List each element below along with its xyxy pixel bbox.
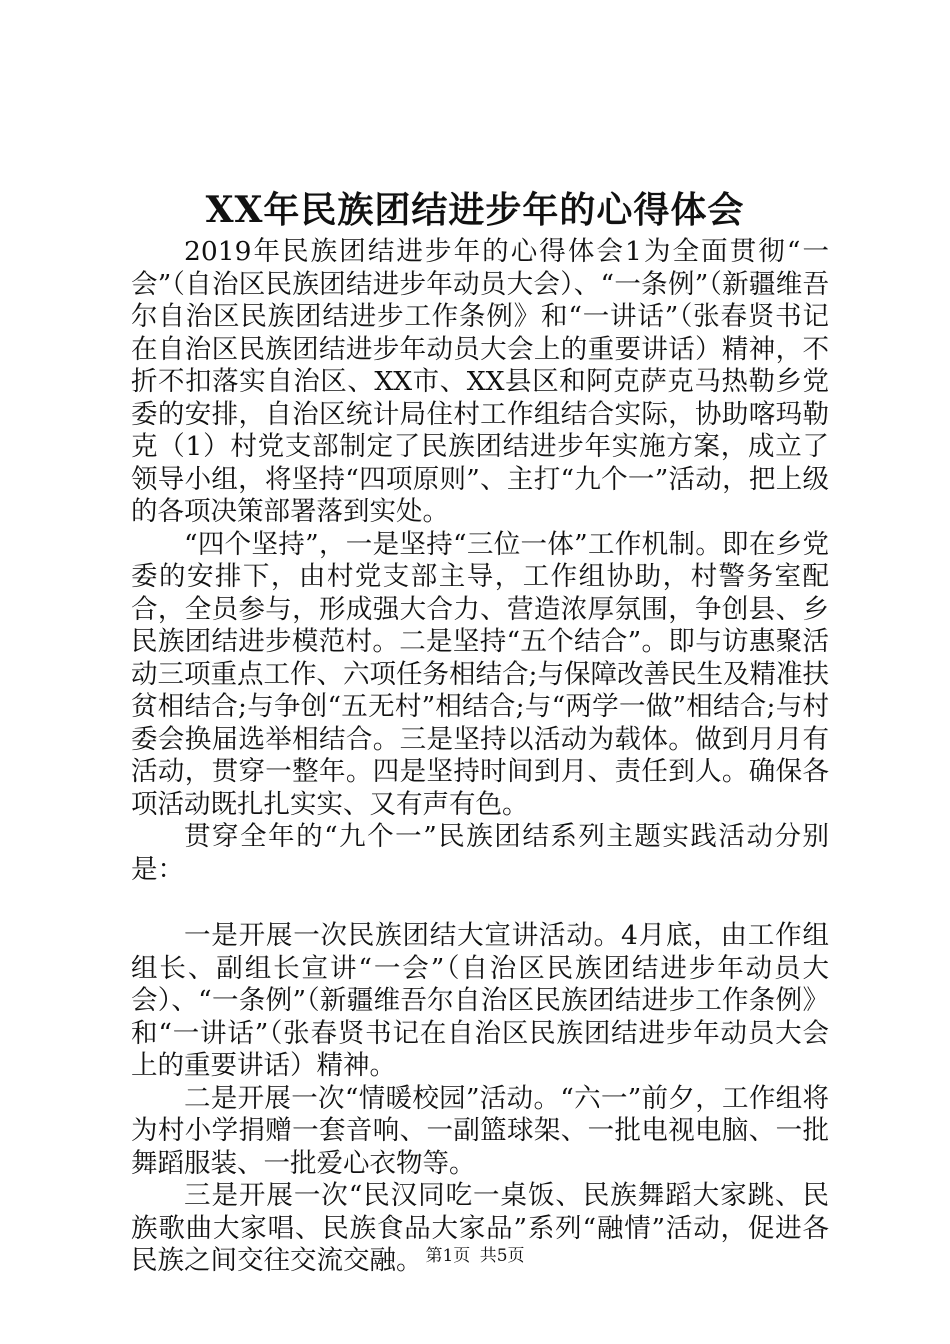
paragraph-activity-one: 一是开展一次民族团结大宣讲活动。4月底，由工作组组长、副组长宣讲“一会”（自治区民族团结进步年动员大会）、“一条例”（新疆维吾尔自治区民族团结进步工作条例》和“一讲话”（张春贤书记在自治区民族团结进步年动员大会上的重要讲话）精神。 (131, 920, 829, 1081)
page-footer (0, 1244, 950, 1268)
paragraph-nine-activities-lead: 贯穿全年的“九个一”民族团结系列主题实践活动分别是： (131, 821, 829, 885)
page-number-current: 第1页 (425, 1246, 471, 1266)
page-number-total: 共5页 (479, 1246, 525, 1266)
paragraph-four-persistences: “四个坚持”，一是坚持“三位一体”工作机制。即在乡党委的安排下，由村党支部主导，工作组协助，村警务室配合，全员参与，形成强大合力、营造浓厚氛围，争创县、乡民族团结进步模范村。二是坚持“五个结合”。即与访惠聚活动三项重点工作、六项任务相结合;与保障改善民生及精准扶贫相结合;与争创“五无村”相结合;与“两学一做”相结合;与村委会换届选举相结合。三是坚持以活动为载体。做到月月有活动，贯穿一整年。四是坚持时间到月、责任到人。确保各项活动既扎扎实实、又有声有色。 (131, 528, 829, 820)
paragraph-intro: 2019年民族团结进步年的心得体会1为全面贯彻“一会”（自治区民族团结进步年动员大会）、“一条例”（新疆维吾尔自治区民族团结进步工作条例》和“一讲话”（张春贤书记在自治区民族团结进步年动员大会上的重要讲话）精神，不折不扣落实自治区、XX市、XX县区和阿克萨克马热勒乡党委的安排，自治区统计局住村工作组结合实际，协助喀玛勒克（1）村党支部制定了民族团结进步年实施方案，成立了领导小组，将坚持“四项原则”、主打“九个一”活动，把上级的各项决策部署落到实处。 (131, 236, 829, 527)
document-body (131, 236, 829, 1278)
paragraph-activity-two: 二是开展一次“情暖校园”活动。“六一”前夕，工作组将为村小学捐赠一套音响、一副篮球架、一批电视电脑、一批舞蹈服装、一批爱心衣物等。 (131, 1082, 829, 1179)
paragraph-activity-three: 三是开展一次“民汉同吃一桌饭、民族舞蹈大家跳、民族歌曲大家唱、民族食品大家品”系列“融情”活动，促进各民族之间交往交流交融。 (131, 1180, 829, 1276)
document-title: XX年民族团结进步年的心得体会 (205, 189, 745, 231)
